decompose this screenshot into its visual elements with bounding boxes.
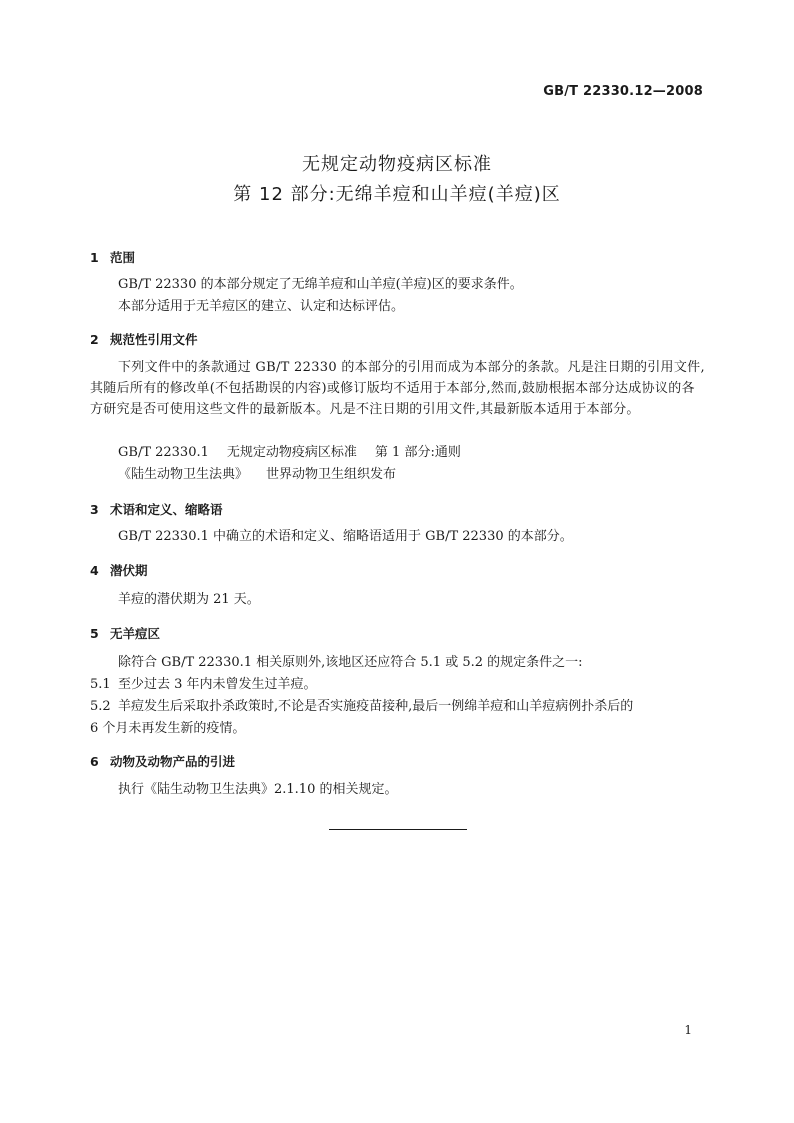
section-number: 5 bbox=[90, 626, 99, 641]
section-1-paragraph-1: GB/T 22330 的本部分规定了无绵羊痘和山羊痘(羊痘)区的要求条件。 bbox=[118, 277, 523, 292]
section-2-heading bbox=[90, 330, 198, 348]
normative-reference-2 bbox=[118, 464, 396, 485]
section-number: 3 bbox=[90, 502, 99, 517]
section-title: 术语和定义、缩略语 bbox=[110, 502, 223, 517]
section-6-paragraph: 执行《陆生动物卫生法典》2.1.10 的相关规定。 bbox=[118, 782, 398, 797]
end-rule bbox=[329, 829, 467, 830]
clause-5-1 bbox=[90, 674, 317, 695]
section-title: 动物及动物产品的引进 bbox=[110, 754, 236, 769]
section-5-heading bbox=[90, 624, 160, 642]
page-number: 1 bbox=[684, 1023, 692, 1037]
reference-part: 第 1 部分:通则 bbox=[374, 445, 461, 460]
section-4-paragraph: 羊痘的潜伏期为 21 天。 bbox=[118, 592, 260, 607]
clause-5-2 bbox=[90, 696, 633, 717]
standard-code: GB/T 22330.12—2008 bbox=[543, 84, 703, 99]
section-title: 潜伏期 bbox=[110, 563, 148, 578]
document-subtitle: 第 12 部分:无绵羊痘和山羊痘(羊痘)区 bbox=[233, 184, 561, 205]
section-number: 1 bbox=[90, 250, 99, 265]
section-title: 规范性引用文件 bbox=[110, 332, 198, 347]
section-1-paragraph-2: 本部分适用于无羊痘区的建立、认定和达标评估。 bbox=[118, 299, 405, 314]
reference-publisher: 世界动物卫生组织发布 bbox=[266, 467, 397, 482]
reference-title: 《陆生动物卫生法典》 bbox=[118, 467, 249, 482]
clause-number: 5.2 bbox=[90, 699, 111, 714]
document-title: 无规定动物疫病区标准 bbox=[302, 154, 492, 175]
section-number: 2 bbox=[90, 332, 99, 347]
section-5-paragraph: 除符合 GB/T 22330.1 相关原则外,该地区还应符合 5.1 或 5.2 的规定条件之一: bbox=[118, 655, 583, 670]
section-1-heading bbox=[90, 248, 135, 266]
clause-5-2-continuation: 6 个月未再发生新的疫情。 bbox=[90, 721, 246, 736]
section-number: 4 bbox=[90, 563, 99, 578]
clause-text: 至少过去 3 年内未曾发生过羊痘。 bbox=[118, 677, 317, 692]
reference-code: GB/T 22330.1 bbox=[118, 445, 209, 460]
section-6-heading bbox=[90, 752, 235, 770]
clause-number: 5.1 bbox=[90, 677, 111, 692]
section-3-paragraph: GB/T 22330.1 中确立的术语和定义、缩略语适用于 GB/T 22330 的本部分。 bbox=[118, 529, 573, 544]
clause-text: 羊痘发生后采取扑杀政策时,不论是否实施疫苗接种,最后一例绵羊痘和山羊痘病例扑杀后的 bbox=[118, 699, 634, 714]
section-4-heading bbox=[90, 561, 148, 579]
section-title: 无羊痘区 bbox=[110, 626, 161, 641]
reference-title: 无规定动物疫病区标准 bbox=[226, 445, 357, 460]
normative-reference-1 bbox=[118, 442, 461, 463]
section-number: 6 bbox=[90, 754, 99, 769]
section-title: 范围 bbox=[110, 250, 136, 265]
section-2-paragraph: 下列文件中的条款通过 GB/T 22330 的本部分的引用而成为本部分的条款。凡是注日期的引用文件,其随后所有的修改单(不包括勘误的内容)或修订版均不适用于本部分,然而,鼓励根据本部分达成协议的各方研究是否可使用这些文件的最新版本。凡是不注日期的引用文件,其最新版本适用于本部分。 bbox=[90, 360, 705, 417]
section-3-heading bbox=[90, 500, 223, 518]
